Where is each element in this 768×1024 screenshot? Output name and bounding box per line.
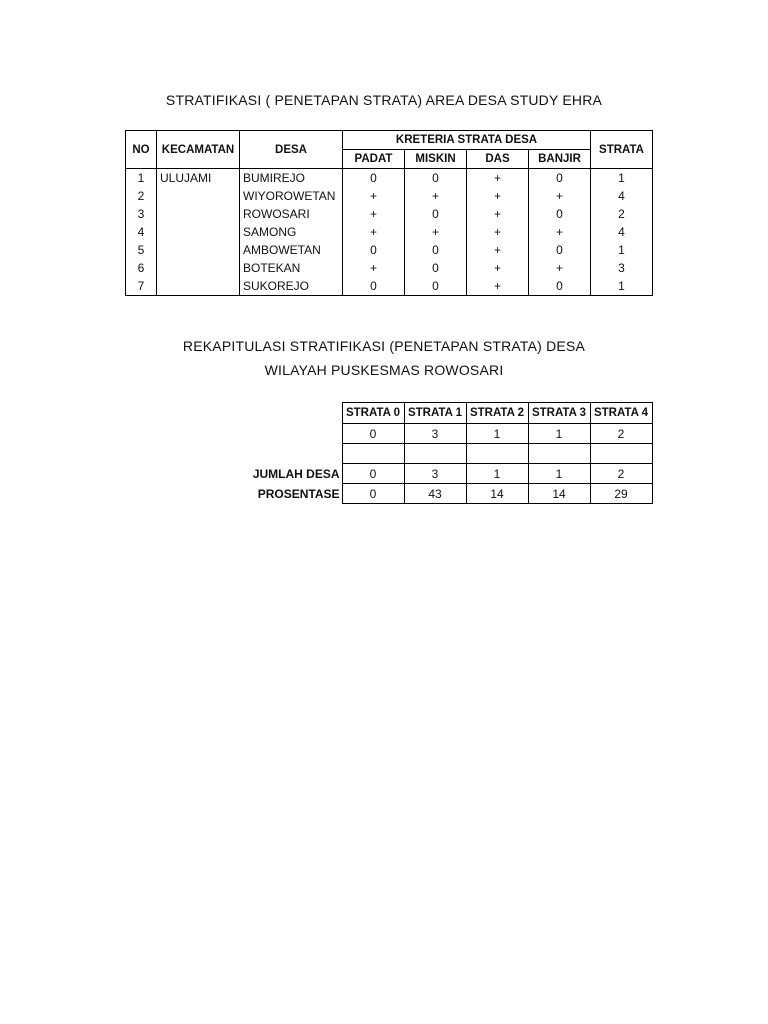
- row-banjir: +: [529, 259, 591, 277]
- row-desa: BUMIREJO: [240, 169, 343, 188]
- blank-cell: [590, 444, 652, 464]
- row-no: 3: [137, 207, 145, 221]
- count-cell: 3: [404, 424, 466, 444]
- prosentase-cell: 29: [590, 484, 652, 504]
- row-das: +: [467, 259, 529, 277]
- row-padat: +: [343, 205, 405, 223]
- row-kecamatan: [157, 205, 240, 223]
- strata-table: [125, 130, 653, 296]
- row-banjir: +: [529, 223, 591, 241]
- row-miskin: 0: [405, 277, 467, 296]
- row-banjir: 0: [529, 169, 591, 188]
- blank-cell: [528, 444, 590, 464]
- prosentase-label: PROSENTASE: [257, 486, 340, 501]
- row-padat: +: [343, 223, 405, 241]
- jumlah-cell: 3: [404, 464, 466, 484]
- jumlah-cell: 2: [590, 464, 652, 484]
- row-banjir: +: [529, 187, 591, 205]
- row-banjir: 0: [529, 205, 591, 223]
- blank-cell: [466, 444, 528, 464]
- count-cell: 1: [466, 424, 528, 444]
- row-no: 2: [137, 189, 145, 203]
- count-cell: 2: [590, 424, 652, 444]
- row-strata: 1: [591, 241, 653, 259]
- prosentase-cell: 14: [466, 484, 528, 504]
- header-strata-3: STRATA 3: [528, 403, 590, 424]
- row-miskin: 0: [405, 169, 467, 188]
- row-desa: AMBOWETAN: [240, 241, 343, 259]
- row-das: +: [467, 187, 529, 205]
- row-desa: ROWOSARI: [240, 205, 343, 223]
- recap-title-line1: REKAPITULASI STRATIFIKASI (PENETAPAN STRATA) DESA: [182, 338, 586, 354]
- row-no: 7: [137, 279, 145, 293]
- table-row: [126, 187, 653, 205]
- row-kecamatan: [157, 223, 240, 241]
- header-strata-2: STRATA 2: [466, 403, 528, 424]
- row-desa: SUKOREJO: [240, 277, 343, 296]
- count-cell: 1: [528, 424, 590, 444]
- row-strata: 4: [591, 223, 653, 241]
- blank-cell: [342, 444, 404, 464]
- header-strata-1: STRATA 1: [404, 403, 466, 424]
- row-strata: 3: [591, 259, 653, 277]
- table-row: [126, 241, 653, 259]
- row-miskin: 0: [405, 259, 467, 277]
- row-strata: 4: [591, 187, 653, 205]
- row-desa: SAMONG: [240, 223, 343, 241]
- header-kecamatan: KECAMATAN: [157, 131, 240, 169]
- header-miskin: MISKIN: [405, 150, 467, 169]
- row-no: 1: [137, 171, 145, 185]
- row-padat: +: [343, 187, 405, 205]
- row-padat: +: [343, 259, 405, 277]
- row-padat: 0: [343, 169, 405, 188]
- row-no: 4: [137, 225, 145, 239]
- row-strata: 2: [591, 205, 653, 223]
- blank-cell: [404, 444, 466, 464]
- row-kecamatan: [157, 241, 240, 259]
- row-miskin: 0: [405, 205, 467, 223]
- table-row: [126, 223, 653, 241]
- jumlah-desa-label: JUMLAH DESA: [252, 466, 340, 481]
- row-kecamatan: ULUJAMI: [157, 169, 240, 188]
- header-banjir: BANJIR: [529, 150, 591, 169]
- header-desa: DESA: [240, 131, 343, 169]
- row-banjir: 0: [529, 241, 591, 259]
- header-strata-4: STRATA 4: [590, 403, 652, 424]
- jumlah-cell: 1: [466, 464, 528, 484]
- row-miskin: +: [405, 223, 467, 241]
- row-miskin: 0: [405, 241, 467, 259]
- header-strata-0: STRATA 0: [342, 403, 404, 424]
- prosentase-cell: 14: [528, 484, 590, 504]
- row-desa: WIYOROWETAN: [240, 187, 343, 205]
- header-padat: PADAT: [343, 150, 405, 169]
- row-kecamatan: [157, 277, 240, 296]
- prosentase-cell: 43: [404, 484, 466, 504]
- recap-table: [250, 402, 653, 504]
- row-banjir: 0: [529, 277, 591, 296]
- corner-cell: [250, 403, 342, 424]
- row-padat: 0: [343, 241, 405, 259]
- row-das: +: [467, 223, 529, 241]
- row-strata: 1: [591, 277, 653, 296]
- recap-title-line2: WILAYAH PUSKESMAS ROWOSARI: [264, 362, 504, 378]
- row-desa: BOTEKAN: [240, 259, 343, 277]
- table-row: [126, 259, 653, 277]
- header-kreteria: KRETERIA STRATA DESA: [343, 131, 591, 150]
- row-kecamatan: [157, 187, 240, 205]
- table-row: [126, 169, 653, 188]
- table-row: [126, 205, 653, 223]
- header-no: NO: [126, 131, 157, 169]
- row-miskin: +: [405, 187, 467, 205]
- prosentase-cell: 0: [342, 484, 404, 504]
- row-padat: 0: [343, 277, 405, 296]
- header-das: DAS: [467, 150, 529, 169]
- row-das: +: [467, 277, 529, 296]
- row-das: +: [467, 241, 529, 259]
- jumlah-cell: 1: [528, 464, 590, 484]
- jumlah-cell: 0: [342, 464, 404, 484]
- row-no: 6: [137, 261, 145, 275]
- row-no: 5: [137, 243, 145, 257]
- row-strata: 1: [591, 169, 653, 188]
- header-strata: STRATA: [591, 131, 653, 169]
- row-kecamatan: [157, 259, 240, 277]
- table-row: [126, 277, 653, 296]
- count-cell: 0: [342, 424, 404, 444]
- document-title: STRATIFIKASI ( PENETAPAN STRATA) AREA DESA STUDY EHRA: [165, 92, 603, 108]
- row-das: +: [467, 169, 529, 188]
- row-das: +: [467, 205, 529, 223]
